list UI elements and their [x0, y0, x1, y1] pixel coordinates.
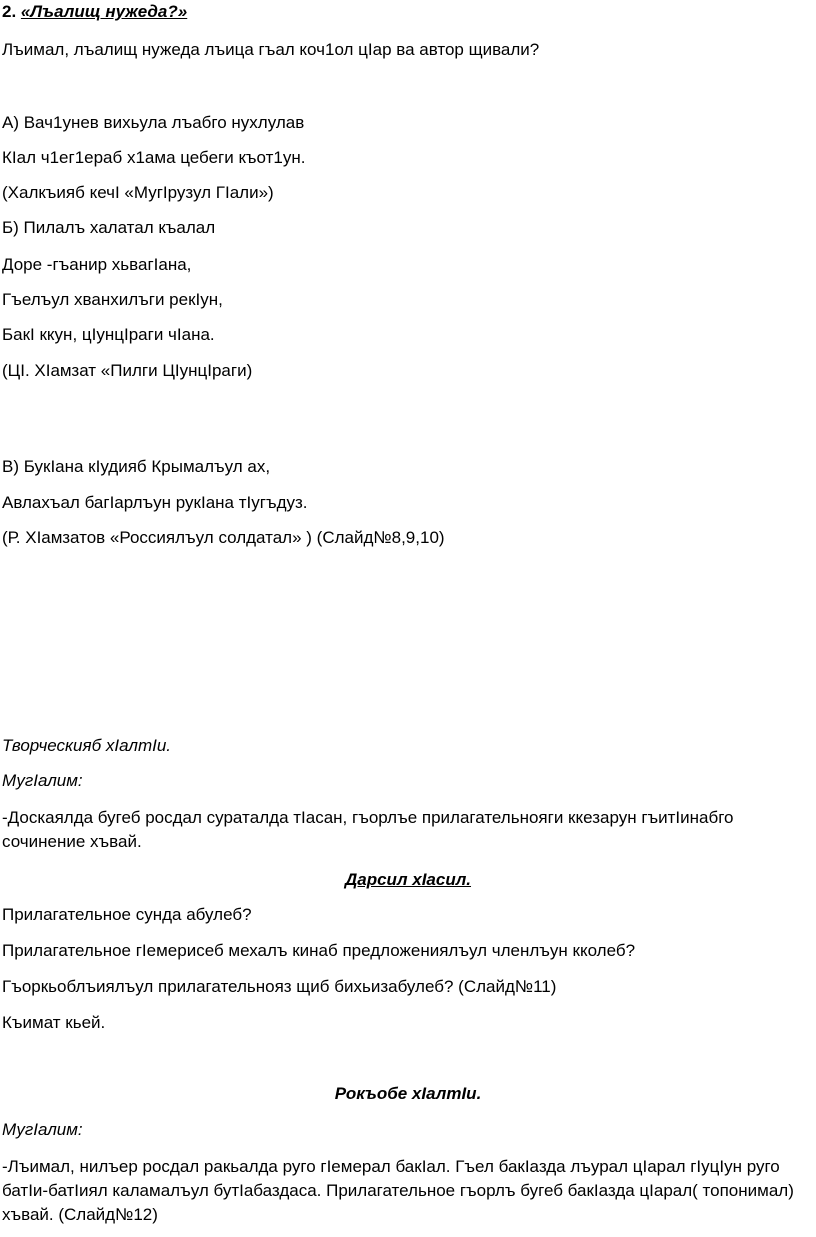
poem-b-line-2: Доре -гъанир хьвагIана,	[2, 255, 192, 274]
poem-c-line-1: В) БукIана кIудияб Крымалъул ах,	[2, 457, 271, 476]
summary-question-4: Къимат кьей.	[2, 1013, 106, 1032]
task-header	[2, 2, 187, 22]
poem-c-source: (Р. ХIамзатов «Россиялъул солдатал» ) (Слайд№8,9,10)	[2, 528, 445, 547]
task-title: «Лъалищ нужеда?»	[20, 2, 188, 21]
task-question: Лъимал, лъалищ нужеда лъица гъал коч1ол цIар ва автор щивали?	[2, 40, 540, 59]
creative-heading: Творческияб хIалтIи.	[2, 736, 172, 755]
poem-c-line-2: Авлахъал багIарлъун рукIана тIугъдуз.	[2, 493, 308, 512]
task-number: 2.	[2, 2, 17, 21]
poem-b-line-1: Б) Пилалъ халатал къалал	[2, 218, 216, 237]
summary-question-1: Прилагательное сунда абулеб?	[2, 905, 252, 924]
poem-b-line-3: Гъелъул хванхилъги рекIун,	[2, 290, 223, 309]
homework-heading: Рокъобе хIалтIи.	[334, 1084, 482, 1103]
summary-heading: Дарсил хIасил.	[344, 870, 472, 889]
creative-teacher-label: МугIалим:	[2, 771, 83, 790]
poem-b-source: (ЦI. ХIамзат «Пилги ЦIунцIраги)	[2, 361, 253, 380]
summary-question-2: Прилагательное гIемерисеб мехалъ кинаб предложениялъул членлъун кколеб?	[2, 941, 636, 960]
homework-text: -Лъимал, нилъер росдал ракьалда руго гIемерал бакIал. Гъел бакIазда лъурал цIарал гIуцIун руго батIи-батIиял каламалъул бутIабаздаса. Прилагательное гъорлъ бугеб бакIазда цIарал( топонимал) хъвай. (Слайд№12)	[2, 1157, 794, 1224]
summary-question-3: Гъоркьоблъиялъул прилагательнояз щиб бихьизабулеб? (Слайд№11)	[2, 977, 557, 996]
homework-teacher-label: МугIалим:	[2, 1120, 83, 1139]
poem-a-source: (Халкъияб кечI «МугIрузул ГIали»)	[2, 183, 274, 202]
poem-a-line-1: А) Вач1унев вихьула лъабго нухлулав	[2, 113, 305, 132]
creative-text: -Доскаялда бугеб росдал суратaлда тIасан, гъорлъе прилагательнояги ккезарун гъитIинабго сочинение хъвай.	[2, 808, 734, 851]
poem-b-line-4: БакI ккун, цIунцIраги чIана.	[2, 325, 215, 344]
poem-a-line-2: КIал ч1ег1ераб х1ама цебеги къот1ун.	[2, 148, 306, 167]
